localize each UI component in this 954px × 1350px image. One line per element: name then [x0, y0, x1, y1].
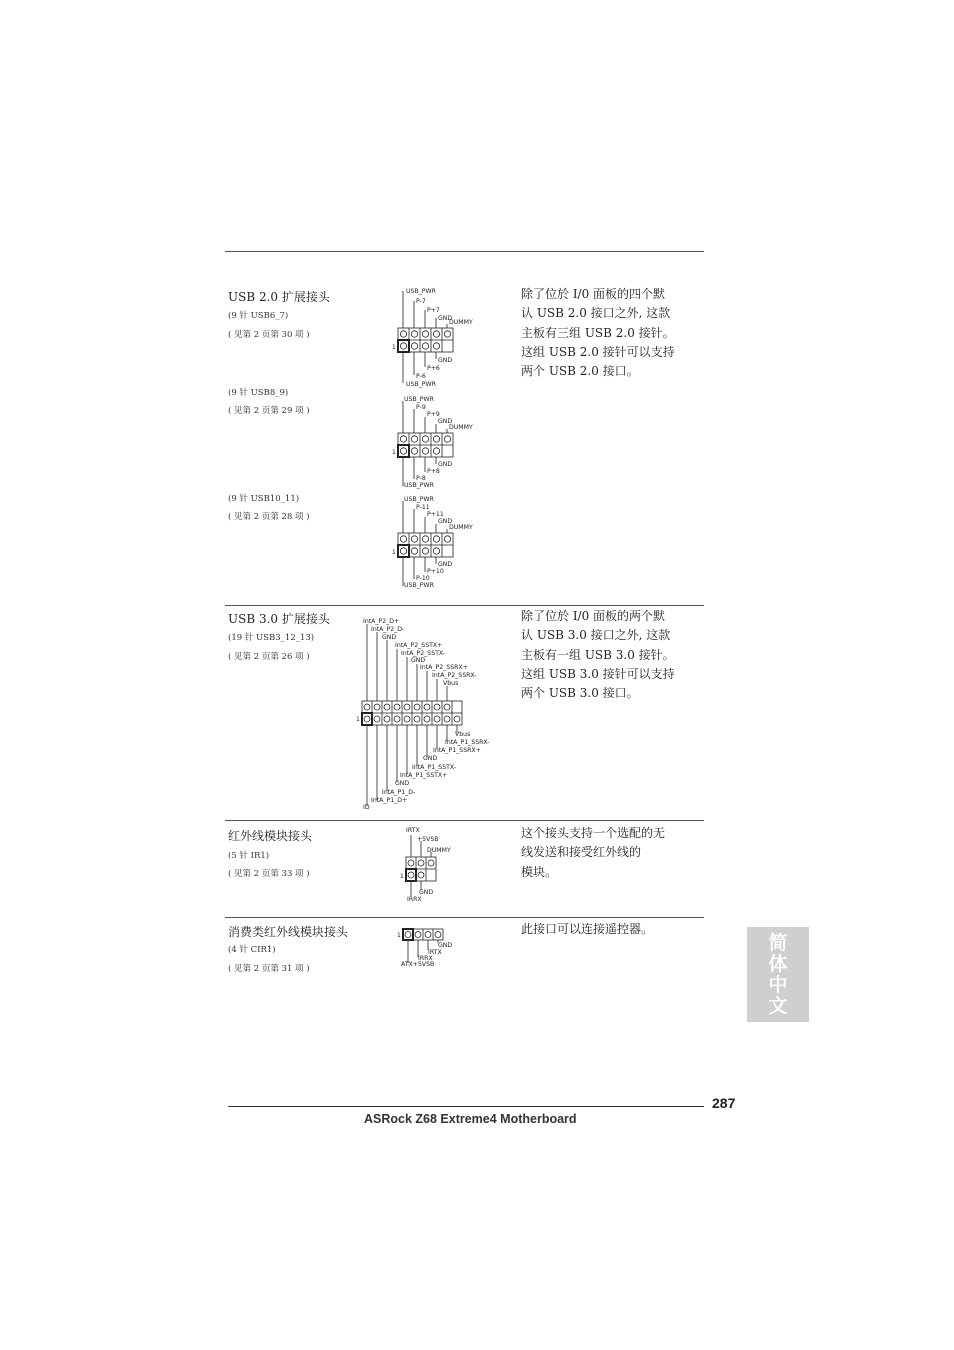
usb3-label-gnd-top-1: GND: [382, 634, 397, 641]
usb2-header-diagram-1: [390, 285, 490, 390]
usb2-3-label-p-minus-bottom: P-10: [416, 575, 430, 582]
usb3-label-gnd-bottom-1: GND: [423, 755, 438, 762]
usb2-header-diagram-3: [390, 492, 490, 592]
usb2-2-label-p-minus-top: P-9: [416, 404, 426, 411]
usb3-label-gnd-top-2: GND: [411, 657, 426, 664]
usb2-1-label-dummy: DUMMY: [449, 319, 473, 326]
cir-sub-pins: (4 针 CIR1): [228, 945, 276, 955]
usb2-description: 除了位於 I/0 面板的四个默 认 USB 2.0 接口之外, 这款 主板有三组 USB 2.0 接针。 这组 USB 2.0 接针可以支持 两个 USB 2.0 接口。: [521, 287, 675, 379]
usb3-label-id: ID: [363, 804, 370, 811]
usb2-1-label-p-plus-bottom: P+6: [427, 365, 440, 372]
usb3-description: 除了位於 I/0 面板的两个默 认 USB 3.0 接口之外, 这款 主板有一组 USB 3.0 接针。 这组 USB 3.0 接针可以支持 两个 USB 3.0 接口。: [521, 609, 675, 701]
cir-section-rule: [225, 917, 704, 918]
usb3-label-p1-sstx-plus: IntA_P1_SSTX+: [400, 772, 448, 779]
ir-header-diagram: [396, 822, 476, 907]
usb2-3-label-p-plus-top: P+11: [427, 511, 444, 518]
usb2-sub-ref-3: ( 见第 2 页第 28 项 ): [228, 512, 310, 522]
usb2-1-label-usb-pwr-bottom: USB_PWR: [406, 381, 436, 388]
ir-label-irrx: IRRX: [407, 896, 422, 903]
usb2-1-pin1-marker: 1: [392, 344, 396, 351]
cir-label-atx-5vsb: ATX+5VSB: [401, 961, 435, 968]
usb3-label-p2-dplus: IntA_P2_D+: [363, 618, 400, 625]
usb3-header-diagram: [355, 614, 505, 814]
usb2-1-label-usb-pwr-top: USB_PWR: [406, 288, 436, 295]
usb3-label-p1-dplus: IntA_P1_D+: [371, 797, 408, 804]
usb2-1-label-p-minus-bottom: P-6: [416, 373, 426, 380]
usb3-label-vbus-bottom: Vbus: [455, 731, 471, 738]
cir-label-irrx: IRRX: [418, 955, 433, 962]
language-side-tab-label: 简体中文: [768, 932, 788, 1017]
usb3-pin1-marker: 1: [356, 716, 360, 723]
usb3-label-gnd-bottom-2: GND: [395, 780, 410, 787]
top-rule: [225, 251, 704, 252]
usb3-label-vbus-top: Vbus: [443, 680, 459, 687]
usb2-3-label-usb-pwr-bottom: USB_PWR: [404, 582, 434, 589]
usb2-2-label-p-plus-top: P+9: [427, 411, 440, 418]
usb2-1-label-gnd-top: GND: [438, 315, 453, 322]
usb2-sub-ref-1: ( 见第 2 页第 30 项 ): [228, 330, 310, 340]
cir-title: 消费类红外线模块接头: [228, 925, 349, 939]
ir-sub-pins: (5 针 IR1): [228, 851, 270, 861]
usb2-1-label-p-minus-top: P-7: [416, 298, 426, 305]
footer-title: ASRock Z68 Extreme4 Motherboard: [364, 1112, 577, 1126]
usb2-title: USB 2.0 扩展接头: [228, 290, 330, 304]
ir-label-5vsb: +5VSB: [417, 836, 439, 843]
ir-label-irtx: IRTX: [406, 827, 420, 834]
cir-header-diagram: [394, 926, 474, 971]
usb2-2-label-p-plus-bottom: P+8: [427, 468, 440, 475]
usb3-label-p2-sstx-minus: IntA_P2_SSTX-: [401, 650, 446, 657]
usb2-3-label-dummy: DUMMY: [449, 524, 473, 531]
usb2-1-label-p-plus-top: P+7: [427, 307, 440, 314]
usb2-1-label-gnd-bottom: GND: [438, 357, 453, 364]
page-number: 287: [712, 1095, 736, 1111]
usb3-section-rule: [225, 605, 704, 606]
usb2-sub-pins-3: (9 针 USB10_11): [228, 494, 300, 504]
usb3-sub-pins: (19 针 USB3_12_13): [228, 633, 315, 643]
usb2-3-label-p-plus-bottom: P+10: [427, 568, 444, 575]
usb2-header-diagram-2: [390, 392, 490, 492]
usb3-label-p2-dminus: IntA_P2_D-: [371, 626, 405, 633]
ir-label-gnd: GND: [419, 889, 434, 896]
usb3-label-p1-dminus: IntA_P1_D-: [382, 789, 416, 796]
footer-rule: [228, 1106, 704, 1107]
usb2-3-pin1-marker: 1: [392, 549, 396, 556]
ir-sub-ref: ( 见第 2 页第 33 项 ): [228, 869, 310, 879]
usb2-2-label-gnd-top: GND: [438, 418, 453, 425]
usb3-label-p2-ssrx-minus: IntA_P2_SSRX-: [432, 672, 477, 679]
usb3-sub-ref: ( 见第 2 页第 26 项 ): [228, 652, 310, 662]
cir-label-irtx: IRTX: [428, 949, 442, 956]
usb2-2-label-usb-pwr-bottom: USB_PWR: [404, 482, 434, 489]
usb2-3-label-usb-pwr-top: USB_PWR: [404, 496, 434, 503]
usb2-2-label-usb-pwr-top: USB_PWR: [404, 396, 434, 403]
ir-label-dummy: DUMMY: [427, 847, 451, 854]
usb2-2-label-dummy: DUMMY: [449, 424, 473, 431]
usb3-label-p1-ssrx-minus: IntA_P1_SSRX-: [445, 739, 490, 746]
usb2-3-label-gnd-top: GND: [438, 518, 453, 525]
usb2-3-label-p-minus-top: P-11: [416, 504, 430, 511]
usb2-sub-pins-1: (9 针 USB6_7): [228, 311, 289, 321]
usb2-sub-ref-2: ( 见第 2 页第 29 项 ): [228, 406, 310, 416]
ir-pin1-marker: 1: [400, 873, 404, 880]
usb3-label-p1-ssrx-plus: IntA_P1_SSRX+: [433, 747, 481, 754]
usb3-label-p1-sstx-minus: IntA_P1_SSTX-: [412, 764, 457, 771]
usb2-1-pins: [398, 328, 453, 352]
usb2-2-label-gnd-bottom: GND: [438, 461, 453, 468]
usb2-2-label-p-minus-bottom: P-8: [416, 475, 426, 482]
cir-pin1-marker: 1: [397, 932, 401, 939]
ir-description: 这个接头支持一个选配的无 线发送和接受红外线的 模块。: [521, 826, 666, 879]
usb3-label-p2-sstx-plus: IntA_P2_SSTX+: [395, 642, 443, 649]
cir-label-gnd: GND: [438, 942, 453, 949]
ir-section-rule: [225, 820, 704, 821]
usb2-3-label-gnd-bottom: GND: [438, 561, 453, 568]
usb2-sub-pins-2: (9 针 USB8_9): [228, 388, 289, 398]
ir-title: 红外线模块接头: [228, 829, 313, 843]
usb2-2-pin1-marker: 1: [392, 449, 396, 456]
usb3-label-p2-ssrx-plus: IntA_P2_SSRX+: [420, 664, 468, 671]
usb3-title: USB 3.0 扩展接头: [228, 612, 330, 626]
cir-description: 此接口可以连接遥控器。: [521, 922, 654, 936]
cir-sub-ref: ( 见第 2 页第 31 项 ): [228, 964, 310, 974]
language-side-tab: [747, 927, 809, 1022]
